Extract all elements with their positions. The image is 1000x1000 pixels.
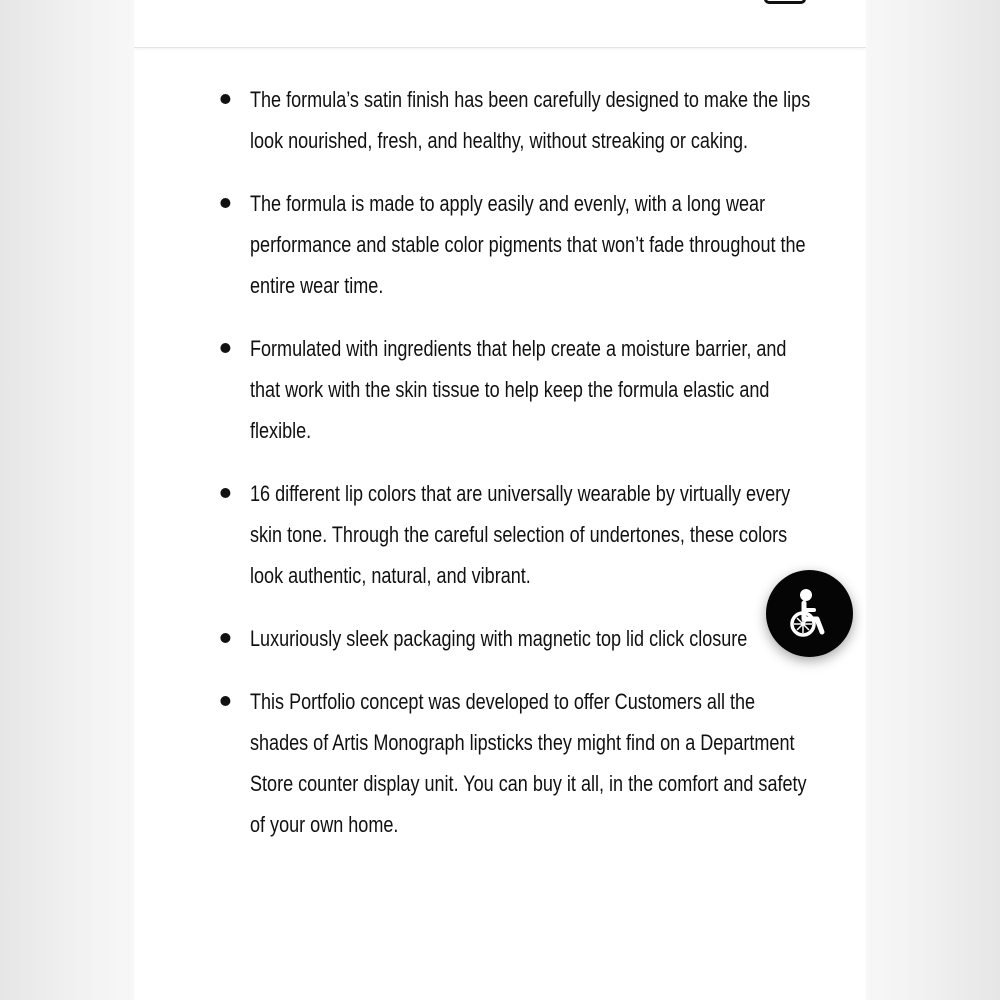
list-item — [250, 681, 807, 845]
list-item — [250, 183, 806, 306]
list-item-text: Formulated with ingredients that help create a moisture barrier, and that work with the skin tissue to help keep the formula elastic and flexible. — [250, 336, 787, 443]
wheelchair-icon — [782, 586, 838, 642]
product-description-panel — [134, 0, 866, 1000]
menu-icon[interactable] — [764, 0, 806, 4]
list-item-text: Luxuriously sleek packaging with magnetic top lid click closure — [250, 626, 748, 651]
list-item-text: The formula’s satin finish has been carefully designed to make the lips look nourished, fresh, and healthy, without streaking or caking. — [250, 87, 811, 153]
list-item — [250, 618, 748, 659]
bullet-icon — [220, 94, 230, 104]
bullet-icon — [220, 343, 230, 353]
list-item — [250, 79, 811, 161]
bullet-icon — [220, 198, 230, 208]
list-item-text: The formula is made to apply easily and evenly, with a long wear performance and stable color pigments that won’t fade throughout the entire wear time. — [250, 191, 806, 298]
bullet-icon — [220, 633, 230, 643]
list-item-text: This Portfolio concept was developed to offer Customers all the shades of Artis Monograph lipsticks they might find on a Department Store counter display unit. You can buy it all, in the comfort and safety of your own home. — [250, 689, 807, 837]
accessibility-button[interactable] — [766, 570, 853, 657]
header-bar — [134, 0, 866, 48]
bullet-icon — [220, 696, 230, 706]
list-item — [250, 473, 791, 596]
list-item-text: 16 different lip colors that are universally wearable by virtually every skin tone. Through the careful selection of undertones, these colors look authentic, natural, and vibrant. — [250, 481, 791, 588]
bullet-icon — [220, 488, 230, 498]
feature-list — [250, 79, 811, 867]
list-item — [250, 328, 787, 451]
